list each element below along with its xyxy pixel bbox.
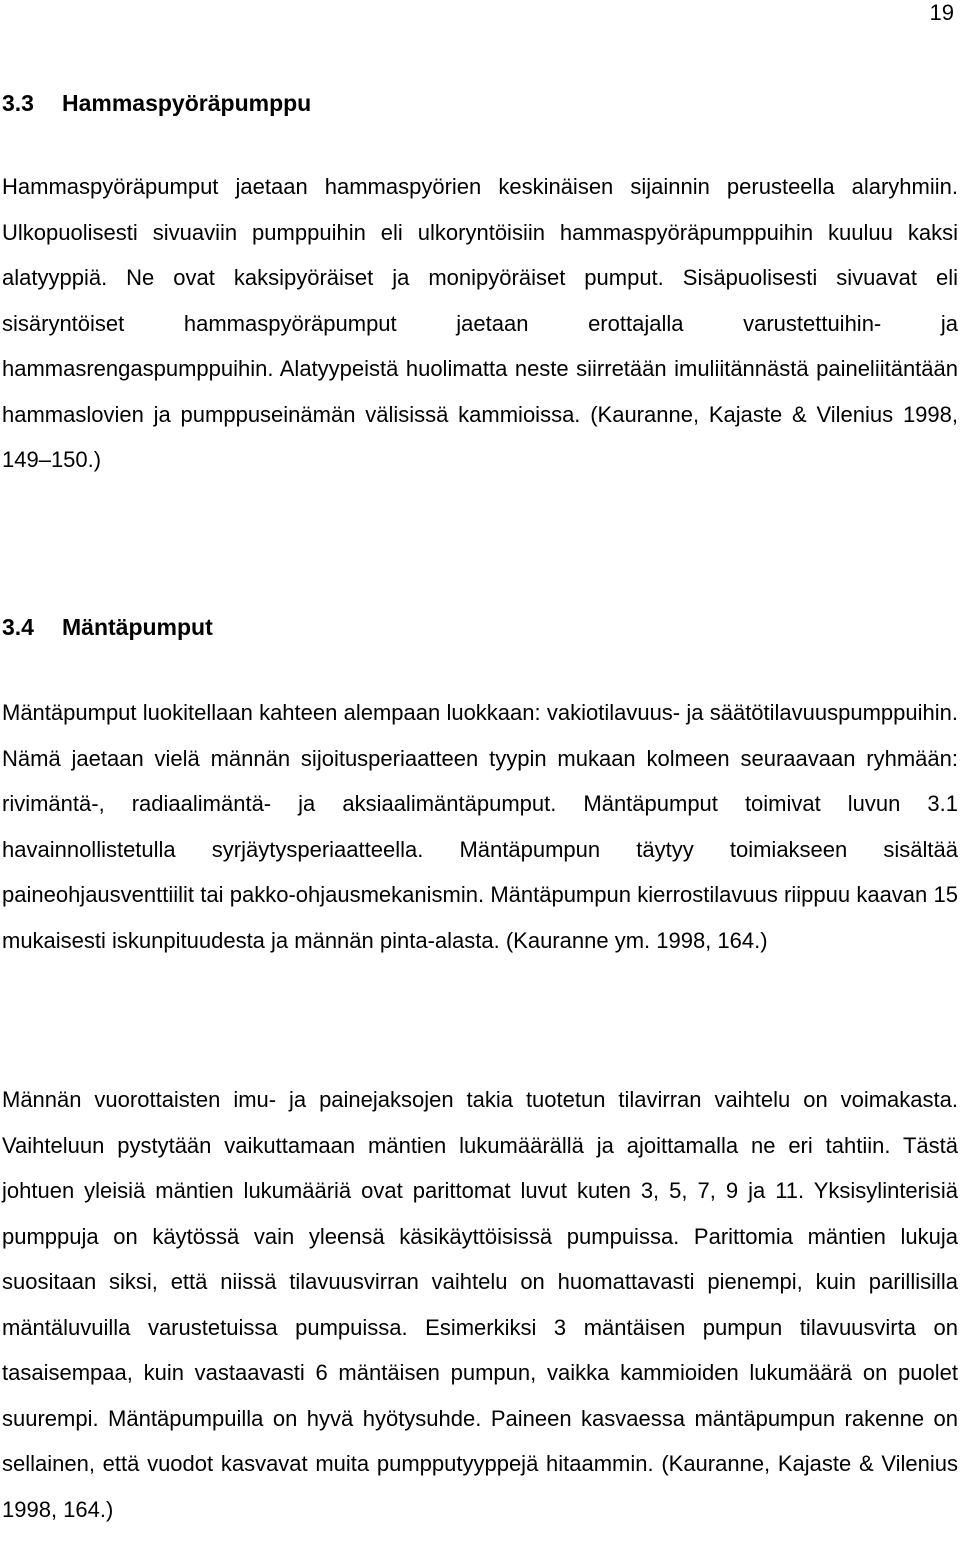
section-heading-3-4 xyxy=(2,612,213,642)
paragraph-piston-pumps-flow-variation: Männän vuorottaisten imu- ja painejaksojen takia tuotetun tilavirran vaihtelu on voimakasta. Vaihteluun pystytään vaikuttamaan mäntien lukumäärällä ja ajoittamalla ne eri tahtiin. Tästä johtuen yleisiä mäntien lukumääriä ovat parittomat luvut kuten 3, 5, 7, 9 ja 11. Yksisylinterisiä pumppuja on käytössä vain yleensä käsikäyttöisissä pumpuissa. Parittomia mäntien lukuja suositaan siksi, että niissä tilavuusvirran vaihtelu on huomattavasti pienempi, kuin parillisilla mäntäluvuilla varustetuissa pumpuissa. Esimerkiksi 3 mäntäisen pumpun tilavuusvirta on tasaisempaa, kuin vastaavasti 6 mäntäisen pumpun, vaikka kammioiden lukumäärä on puolet suurempi. Mäntäpumpuilla on hyvä hyötysuhde. Paineen kasvaessa mäntäpumpun rakenne on sellainen, että vuodot kasvavat muita pumpputyyppejä hitaammin. (Kauranne, Kajaste & Vilenius 1998, 164.) xyxy=(2,1087,958,1522)
section-heading-3-3 xyxy=(2,88,311,118)
section-title: Hammaspyöräpumppu xyxy=(62,90,312,116)
page-number: 19 xyxy=(929,0,954,25)
section-number: 3.4 xyxy=(2,614,34,640)
section-number: 3.3 xyxy=(2,90,34,116)
paragraph-gear-pumps: Hammaspyöräpumput jaetaan hammaspyörien keskinäisen sijainnin perusteella alaryhmiin. Ulkopuolisesti sivuaviin pumppuihin eli ulkoryntöisiin hammaspyöräpumppuihin kuuluu kaksi alatyyppiä. Ne ovat kaksipyöräiset ja monipyöräiset pumput. Sisäpuolisesti sivuavat eli sisäryntöiset hammaspyöräpumput jaetaan erottajalla varustettuihin- ja hammasrengaspumppuihin. Alatyypeistä huolimatta neste siirretään imuliitännästä paineliitäntään hammaslovien ja pumppuseinämän välisissä kammioissa. (Kauranne, Kajaste & Vilenius 1998, 149–150.) xyxy=(2,174,958,472)
paragraph-piston-pumps-classification: Mäntäpumput luokitellaan kahteen alempaan luokkaan: vakiotilavuus- ja säätötilavuuspumppuihin. Nämä jaetaan vielä männän sijoitusperiaatteen tyypin mukaan kolmeen seuraavaan ryhmään: rivimäntä-, radiaalimäntä- ja aksiaalimäntäpumput. Mäntäpumput toimivat luvun 3.1 havainnollistetulla syrjäytysperiaatteella. Mäntäpumpun täytyy toimiakseen sisältää paineohjausventtiilit tai pakko-ohjausmekanismin. Mäntäpumpun kierrostilavuus riippuu kaavan 15 mukaisesti iskunpituudesta ja männän pinta-alasta. (Kauranne ym. 1998, 164.) xyxy=(2,700,958,953)
section-title: Mäntäpumput xyxy=(62,614,213,640)
